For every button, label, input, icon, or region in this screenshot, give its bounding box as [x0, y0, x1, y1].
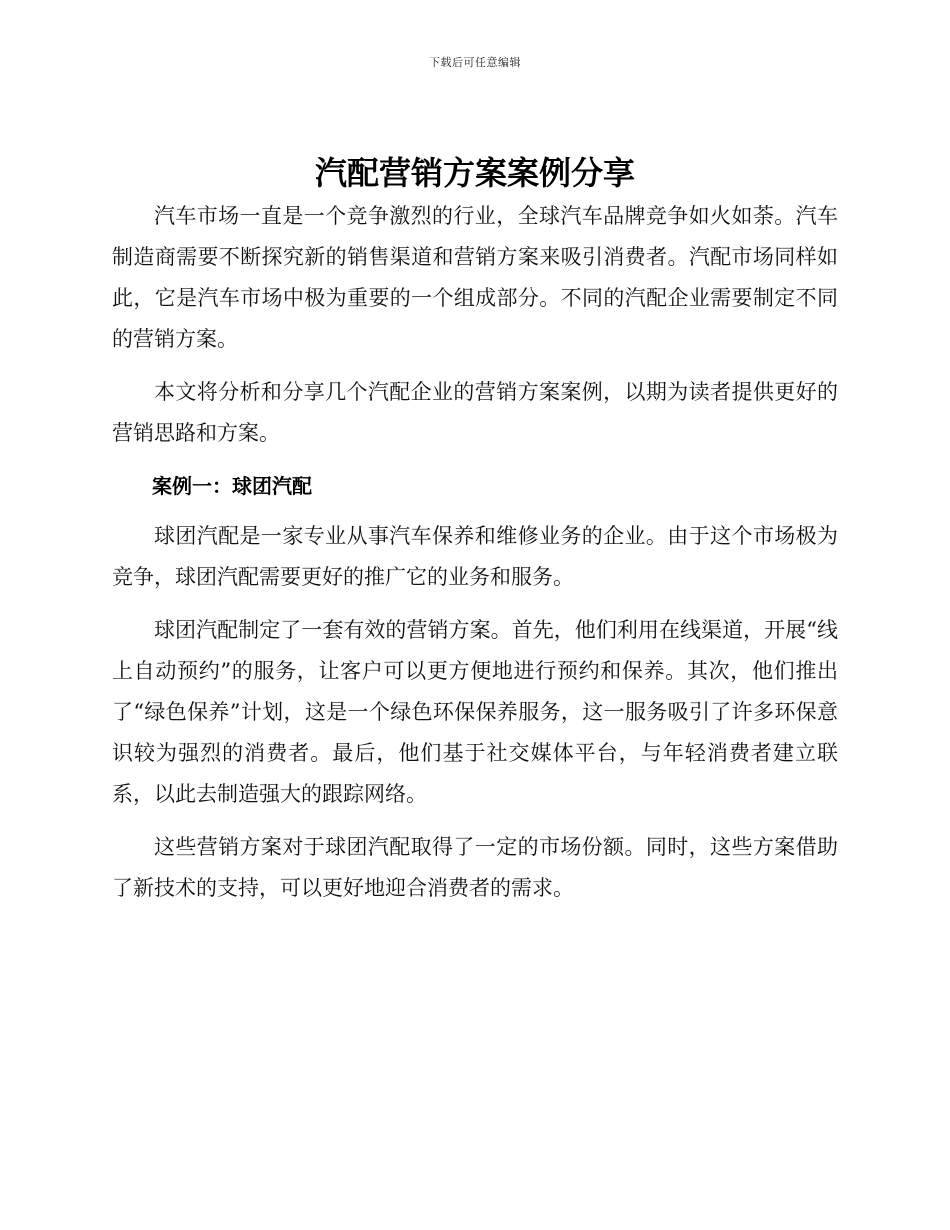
case1-heading: 案例一：球团汽配: [152, 474, 312, 498]
intro-paragraph-1: 汽车市场一直是一个竞争激烈的行业，全球汽车品牌竞争如火如荼。汽车制造商需要不断探究新的销售渠道和营销方案来吸引消费者。汽配市场同样如此，它是汽车市场中极为重要的一个组成部分。不同的汽配企业需要制定不同的营销方案。: [112, 204, 838, 351]
case1-paragraph-3: 这些营销方案对于球团汽配取得了一定的市场份额。同时，这些方案借助了新技术的支持，可以更好地迎合消费者的需求。: [112, 835, 838, 900]
case1-paragraph-1: 球团汽配是一家专业从事汽车保养和维修业务的企业。由于这个市场极为竞争，球团汽配需要更好的推广它的业务和服务。: [112, 524, 838, 589]
document-body: [112, 150, 838, 921]
case1-paragraph-2: 球团汽配制定了一套有效的营销方案。首先，他们利用在线渠道，开展“线上自动预约”的服务，让客户可以更方便地进行预约和保养。其次，他们推出了“绿色保养”计划，这是一个绿色环保保养服务，这一服务吸引了许多环保意识较为强烈的消费者。最后，他们基于社交媒体平台，与年轻消费者建立联系，以此去制造强大的跟踪网络。: [112, 618, 838, 806]
document-title: 汽配营销方案案例分享: [314, 154, 635, 192]
header-note: 下载后可任意编辑: [429, 56, 521, 69]
intro-paragraph-2: 本文将分析和分享几个汽配企业的营销方案案例，以期为读者提供更好的营销思路和方案。: [112, 380, 838, 445]
